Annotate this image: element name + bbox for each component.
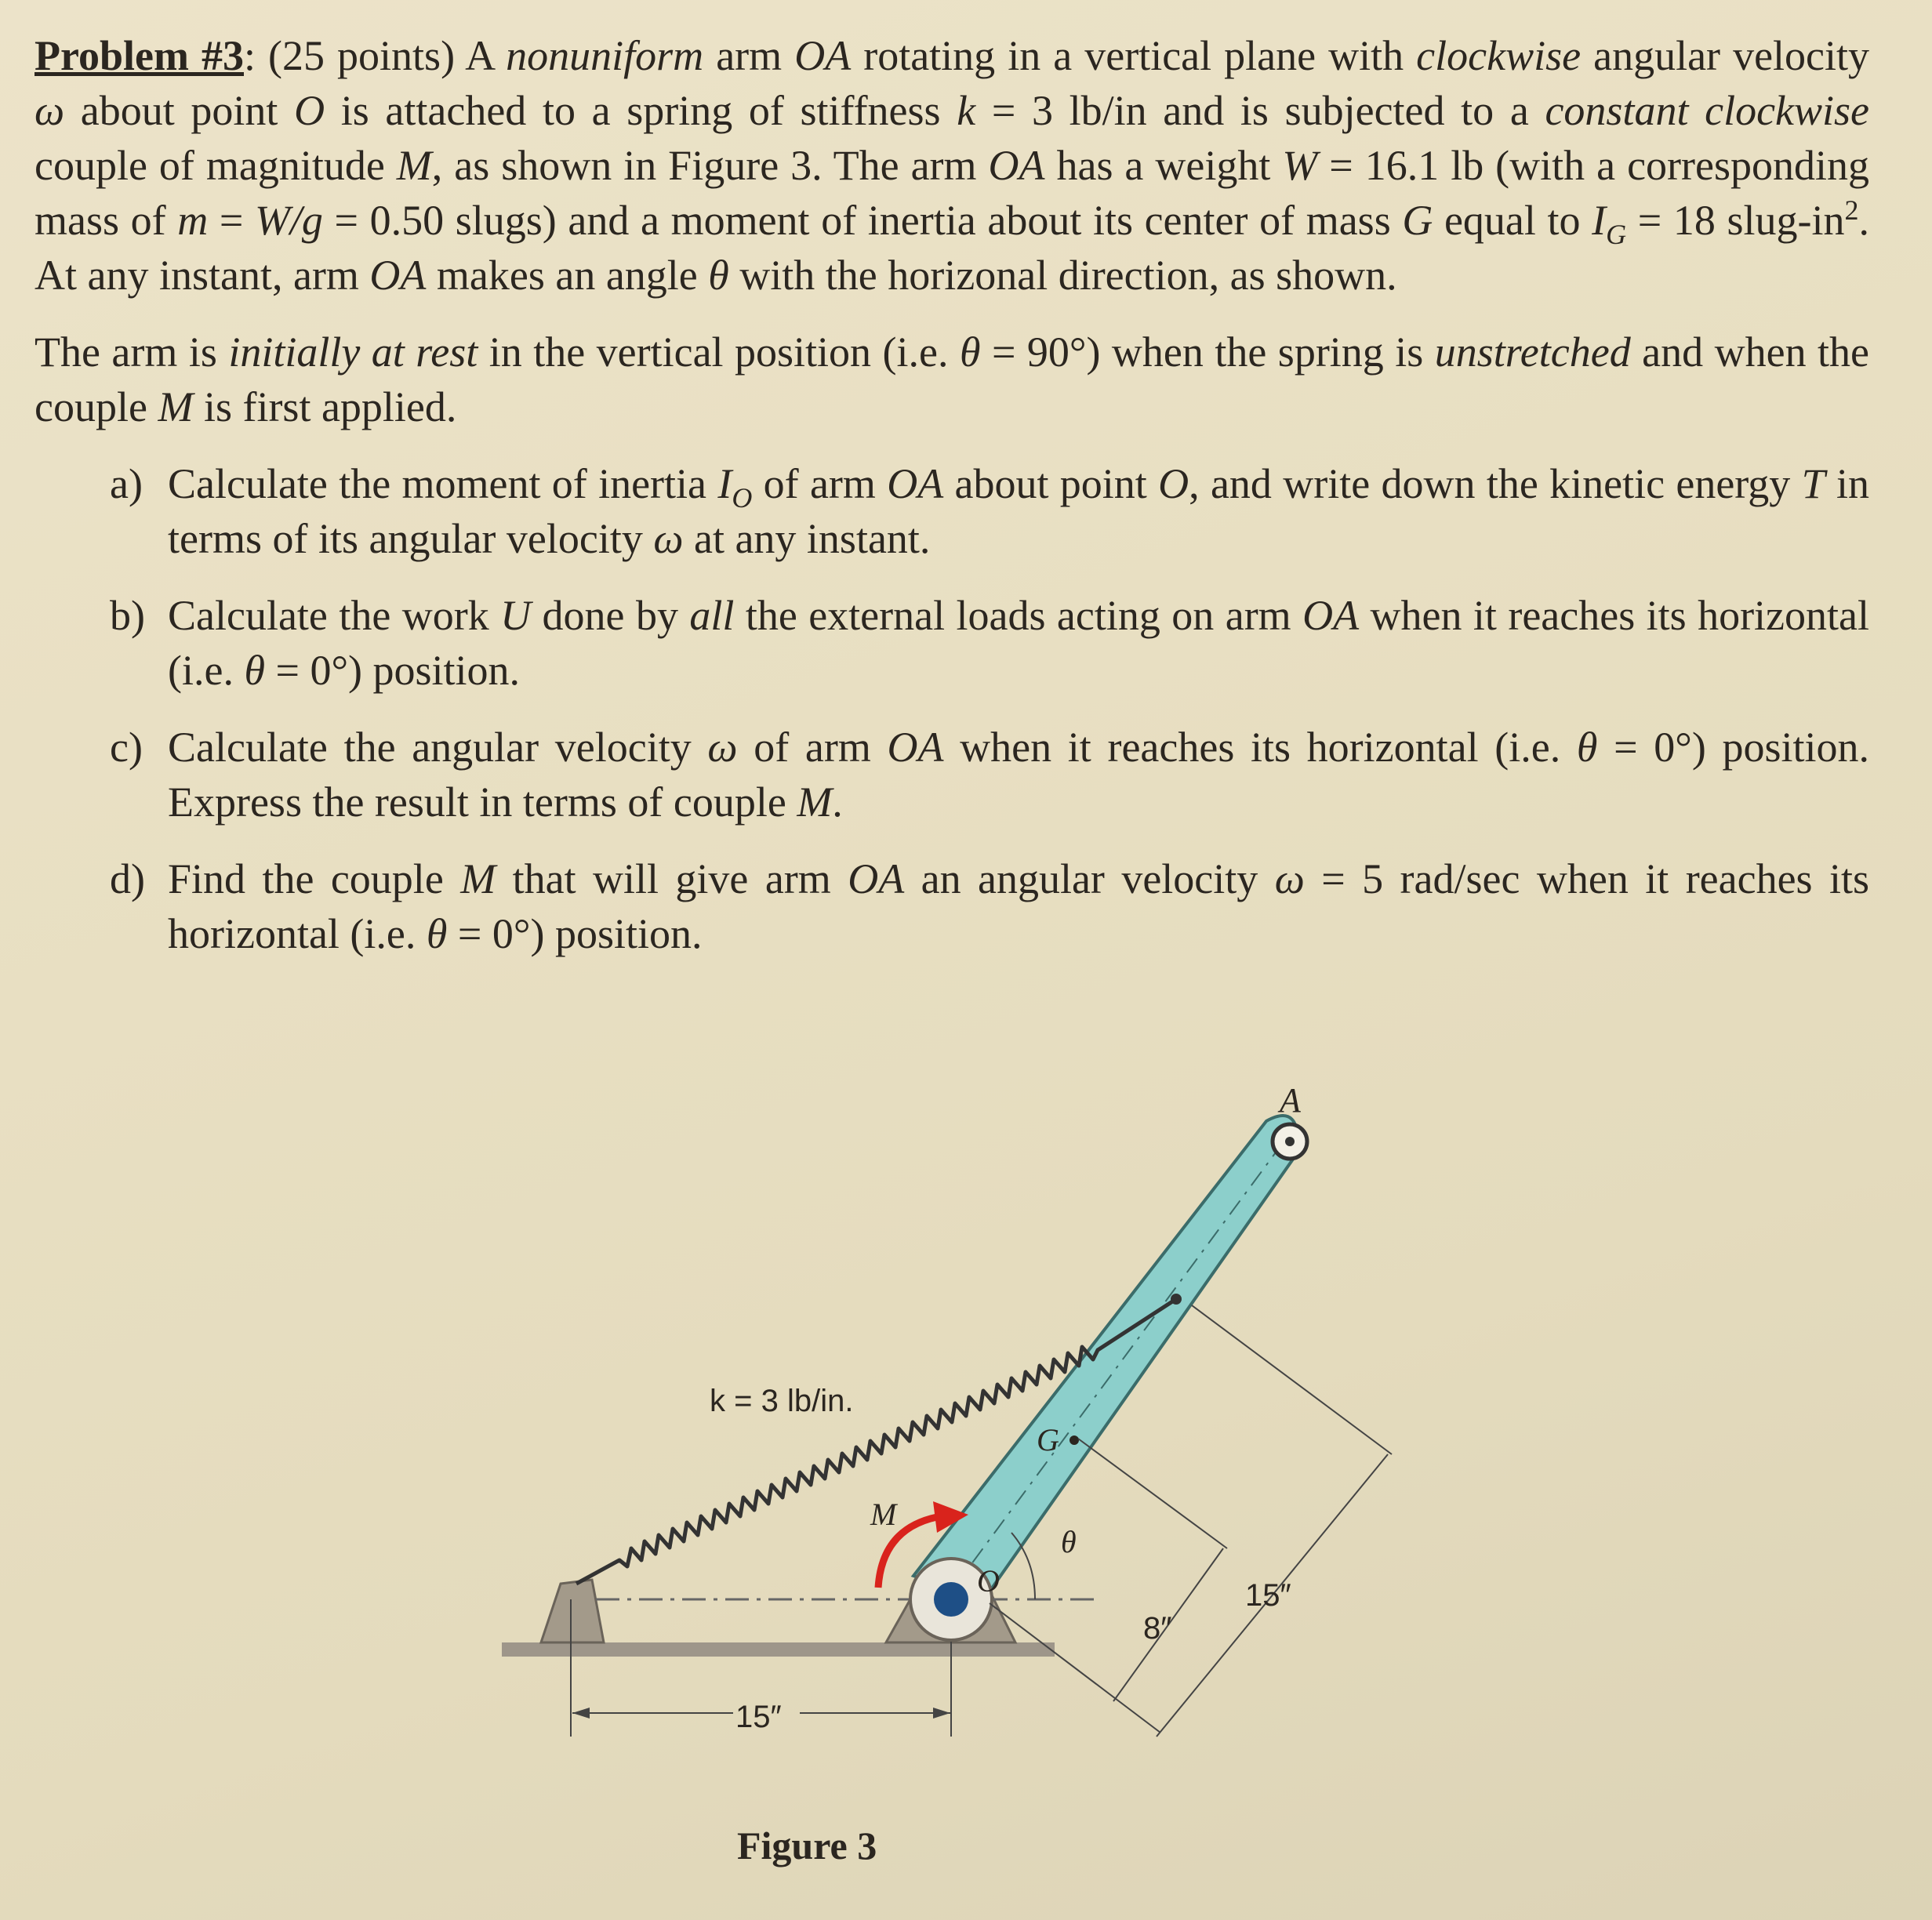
pin-a-center: [1285, 1137, 1295, 1146]
part-b: b) Calculate the work U done by all the external loads acting on arm OA when it reaches its horizontal (i.e. θ = 0°) position.: [110, 592, 1869, 694]
part-a: a) Calculate the moment of inertia $I_O$ of arm OA about point O, and write down the kinetic energy T in terms of its angular velocity ω at any instant.: [110, 460, 1870, 562]
label-a: A: [1280, 1081, 1301, 1120]
label-o: O: [977, 1563, 1000, 1599]
spring-label: k = 3 lb/in.: [710, 1384, 854, 1418]
dimension-8-label: 8″: [1143, 1611, 1172, 1646]
center-of-mass-dot: [1070, 1435, 1079, 1445]
pin-o: [934, 1582, 968, 1617]
dimension-15-label: 15″: [1245, 1578, 1291, 1613]
base-dimension-arrow-left: [572, 1708, 590, 1719]
base-dimension-label: 15″: [735, 1700, 782, 1734]
arm-oa: [913, 1116, 1298, 1599]
couple-label: M: [870, 1497, 897, 1532]
problem-statement: Problem #3: (25 points) A nonuniform arm OA rotating in a vertical plane with clockwise angular velocity ω about point O is attached to a spring of stiffness k = 3 lb/in and is subjected to a constant clockwise couple of magnitude M, as shown in Figure 3. The arm OA has a weight W = 16.1 lb (with a corresponding mass of m = W/g = 0.50 slugs) and a moment of inertia about its center of mass G equal to $I_G = 18$ slug-$in^2$. At any instant, arm OA makes an angle θ with the horizonal direction, as shown.: [34, 32, 1870, 299]
label-g: G: [1037, 1422, 1059, 1457]
initial-conditions: The arm is initially at rest in the vertical position (i.e. θ = 90°) when the spring is unstretched and when the couple M is first applied.: [34, 328, 1870, 430]
extension-line-spring: [1192, 1305, 1392, 1454]
angle-label: θ: [1061, 1524, 1077, 1559]
extension-line-o: [990, 1603, 1160, 1733]
part-d: d) Find the couple M that will give arm OA an angular velocity ω = 5 rad/sec when it reaches its horizontal (i.e. θ = 0°) position.: [110, 855, 1869, 957]
base-dimension-arrow-right: [933, 1708, 950, 1719]
figure-caption: Figure 3: [737, 1824, 877, 1867]
problem-title: Problem #3: [34, 32, 244, 79]
part-c: c) Calculate the angular velocity ω of arm OA when it reaches its horizontal (i.e. θ = 0°) position. Express the result in terms of couple M.: [110, 724, 1869, 826]
extension-line-g: [1078, 1439, 1227, 1548]
spring-attachment: [1171, 1294, 1182, 1305]
arm-centerline: [951, 1141, 1284, 1592]
ground-base: [502, 1642, 1055, 1657]
spring-support: [541, 1580, 604, 1642]
